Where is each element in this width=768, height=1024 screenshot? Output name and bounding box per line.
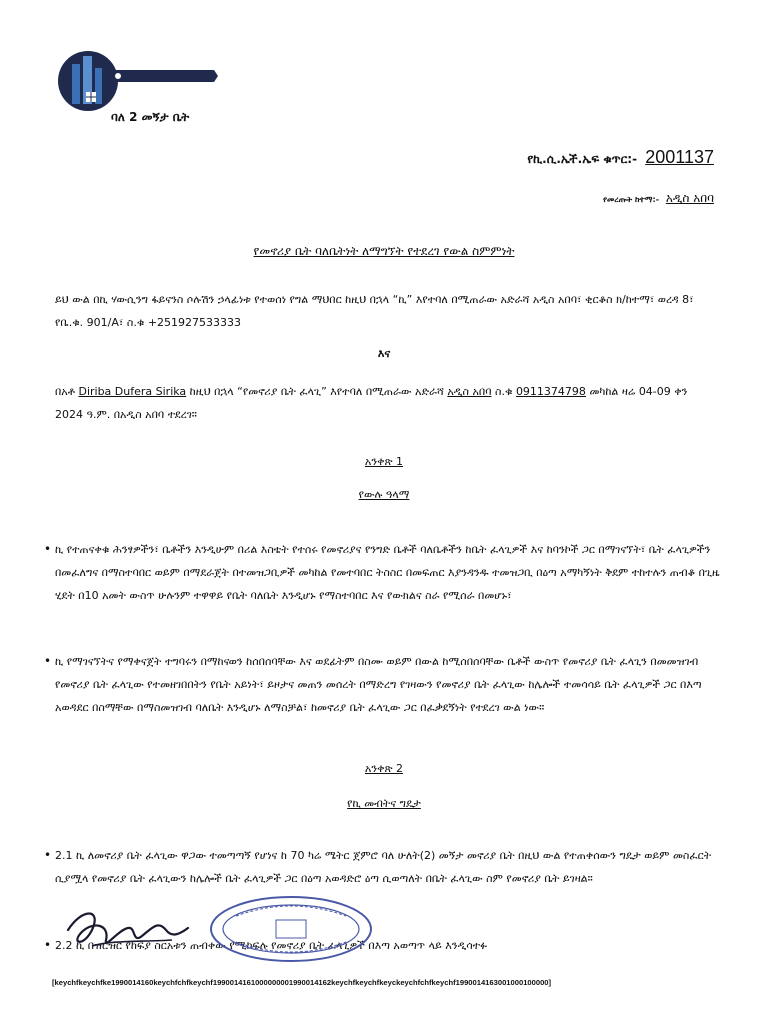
city-row xyxy=(603,191,714,206)
company-logo xyxy=(52,48,222,118)
reference-label: የኪ.ሲ.ኤች.ኤፍ ቁጥር:- xyxy=(527,152,638,166)
article1-heading xyxy=(0,455,768,469)
article1-heading-text: አንቀጽ 1 xyxy=(364,455,404,468)
article2-subheading xyxy=(0,797,768,811)
article2-subheading-text: የኪ መብትና ግዴታ xyxy=(347,797,421,810)
party-paragraph xyxy=(55,380,715,426)
article1-bullet-2: • ኪ የማገናኘትና የማቀናጀት ተግባሩን በማከናወን ከሰበሰባቸው እና ወደፊትም በስሙ ወይም በውል ከሚሰበሰባቸው ቤቶች ውስጥ የመኖሪያ ቤት ፈላጊን በመመዝገብ የመኖሪያ ቤት ፈላጊው የተመዘገበበትን የቤት አይነት፣ ይዞታና መጠን መሰረት በማድረግ የገዛውን የመኖሪያ ቤት ፈላጊው ከሌሎች ተመሳሳይ ቤት ፈላጊዎች ጋር በእጣ አወዳደር በስማቸው በማስመዝገብ ባለቤት እንዲሆኑ ለማስቻል፣ ከመኖሪያ ቤት ፈላጊው ጋር በፈቃደኝነት የተደረገ ውል ነው። xyxy=(44,650,726,719)
signature xyxy=(62,900,192,960)
party-name: Diriba Dufera Sirika xyxy=(78,385,187,398)
company-stamp xyxy=(206,894,376,964)
party-phone-label: ስ.ቁ xyxy=(495,385,513,398)
article1-bullet-1: • ኪ የተጠናቀቁ ሕንፃዎችን፣ ቤቶችን እንዲሁም በሪል እስቴት የተሰሩ የመኖሪያና የንግድ ቤቶች ባለቤቶችን ከቤት ፈላጊዎች እና ከባንኮች ጋር በማገናኘት፣ ቤት ፈላጊዎችን በመፈለግና በማስተባበር ወይም በማደራጀት በተመዝጋቢዎች መካከል የመተባበር ትስስር በመፍጠር እያንዳንዱ ተመዝጋቢ በዕጣ አማካኝነት ቅደም ተከተሉን ጠብቆ በጊዜ ሂደት በ10 አመት ውስጥ ሁሉንም ተዋዋይ የቤት ባለቤት እንዲሆኑ የማስተባበር እና የውክልና ስራ የሚሰራ በመሆኑ፣ xyxy=(44,538,726,607)
document-title: የመኖሪያ ቤት ባለቤትነት ለማግኘት የተደረገ የውል ስምምነት xyxy=(253,244,515,258)
reference-number-row xyxy=(527,147,714,168)
and-word: እና xyxy=(377,347,391,360)
article2-heading-text: አንቀጽ 2 xyxy=(364,762,404,775)
party-suffix: መካከል ዛሬ 04-09 ቀን 2024 ዓ.ም. በአዲስ አበባ ተደረገ። xyxy=(55,385,688,421)
article1-subheading-text: የውሉ ዓላማ xyxy=(358,488,410,501)
article2-heading xyxy=(0,762,768,776)
party-prefix: በአቶ xyxy=(55,385,75,398)
city-label: የመረጡት ከተማ:- xyxy=(603,195,660,204)
article2-bullet-1: • 2.1 ኪ ለመኖሪያ ቤት ፈላጊው ዋጋው ተመጣጣኝ የሆነና ከ 70 ካሬ ሜትር ጀምሮ ባለ ሁለት(2) መኝታ መኖሪያ ቤት በዚህ ውል የተጠቀሰውን ግዴታ ወይም መስፈርት ሲያሟላ የመኖሪያ ቤት ፈላጊውን ከሌሎች ቤት ፈላጊዎች ጋር በዕጣ አወዳድሮ ዕጣ ሲወጣለት በቤት ፈላጊው ስም የመኖሪያ ቤት ይገዛል። xyxy=(44,844,726,890)
city-value: አዲስ አበባ xyxy=(665,191,714,205)
logo-subtitle: ባለ 2 መኝታ ቤት xyxy=(111,110,190,124)
intro-paragraph: ይህ ውል በኪ ሃውሲንግ ፋይናንስ ሶሉሽን ኃላፊነቱ የተወሰነ የግል ማህበር ከዚህ በኋላ “ኪ” እየተባለ በሚጠራው አድራሻ አዲስ አበባ፣ ቂርቆስ ክ/ከተማ፣ ወረዳ 8፣ የቤ.ቁ. 901/A፣ ስ.ቁ +251927533333 xyxy=(55,293,694,329)
footer-code: [keychfkeychfke1990014160keychfchfkeychf1990014161000000001990014162keychfkeychfkeyckeychfchfkeychf1990014163001000100000] xyxy=(52,978,552,987)
article2-bullet-2: • 2.2 ኪ በዝርዝር የከፍያ ስርአቱን ጠብቀው የሚከፍሉ የመኖሪያ ቤት ፈላጊዎች በእጣ አወጣጥ ላይ እንዲሳተፉ xyxy=(44,934,726,957)
reference-number: 2001137 xyxy=(645,147,714,167)
party-address: አዲስ አበባ xyxy=(447,385,492,398)
party-phone: 0911374798 xyxy=(515,385,586,398)
party-middle: ከዚህ በኋላ “የመኖሪያ ቤት ፈላጊ” እየተባለ በሚጠራው አድራሻ xyxy=(189,385,444,398)
article1-subheading xyxy=(0,488,768,502)
